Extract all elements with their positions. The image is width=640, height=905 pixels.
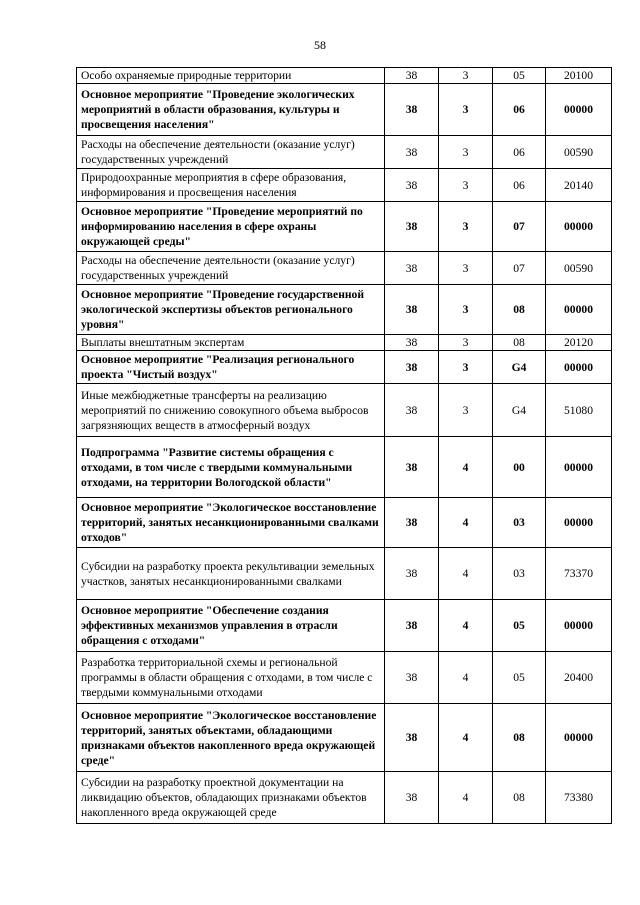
cell-code-2: 4 <box>439 498 493 548</box>
cell-name: Основное мероприятие "Проведение экологических мероприятий в области образования, культуры и просвещения населения" <box>77 84 385 136</box>
cell-code-3: 06 <box>493 84 546 136</box>
cell-code-4: 00000 <box>546 498 612 548</box>
table-row <box>77 202 612 252</box>
page-number: 58 <box>314 38 326 52</box>
cell-code-2: 4 <box>439 772 493 824</box>
cell-code-3: G4 <box>493 384 546 437</box>
cell-code-2: 3 <box>439 202 493 252</box>
cell-code-4: 20100 <box>546 68 612 84</box>
cell-name: Расходы на обеспечение деятельности (оказание услуг) государственных учреждений <box>77 252 385 285</box>
table-row <box>77 285 612 335</box>
cell-code-2: 4 <box>439 437 493 498</box>
cell-name: Расходы на обеспечение деятельности (оказание услуг) государственных учреждений <box>77 136 385 169</box>
cell-name: Подпрограмма "Развитие системы обращения с отходами, в том числе с твердыми коммунальными отходами, на территории Вологодской области" <box>77 437 385 498</box>
cell-code-3: 03 <box>493 548 546 600</box>
table-row <box>77 335 612 351</box>
cell-code-4: 00000 <box>546 437 612 498</box>
cell-code-2: 3 <box>439 351 493 384</box>
table-row <box>77 600 612 652</box>
table-row <box>77 652 612 704</box>
cell-name: Выплаты внештатным экспертам <box>77 335 385 351</box>
cell-code-3: G4 <box>493 351 546 384</box>
cell-name: Основное мероприятие "Реализация регионального проекта "Чистый воздух" <box>77 351 385 384</box>
cell-code-1: 38 <box>385 548 439 600</box>
cell-code-2: 4 <box>439 704 493 772</box>
cell-code-3: 06 <box>493 169 546 202</box>
cell-code-1: 38 <box>385 437 439 498</box>
budget-table-body <box>77 68 612 824</box>
cell-code-3: 05 <box>493 652 546 704</box>
cell-name: Иные межбюджетные трансферты на реализацию мероприятий по снижению совокупного объема выбросов загрязняющих веществ в атмосферный воздух <box>77 384 385 437</box>
cell-code-1: 38 <box>385 136 439 169</box>
cell-name: Основное мероприятие "Экологическое восстановление территорий, занятых несанкционированными свалками отходов" <box>77 498 385 548</box>
cell-code-4: 00000 <box>546 704 612 772</box>
table-row <box>77 351 612 384</box>
cell-code-3: 05 <box>493 600 546 652</box>
table-row <box>77 84 612 136</box>
cell-code-2: 4 <box>439 548 493 600</box>
cell-code-4: 00590 <box>546 252 612 285</box>
cell-code-3: 07 <box>493 202 546 252</box>
cell-code-3: 08 <box>493 772 546 824</box>
table-row <box>77 252 612 285</box>
cell-code-1: 38 <box>385 335 439 351</box>
cell-code-1: 38 <box>385 498 439 548</box>
cell-code-4: 73380 <box>546 772 612 824</box>
cell-code-1: 38 <box>385 84 439 136</box>
cell-code-2: 3 <box>439 335 493 351</box>
cell-name: Основное мероприятие "Обеспечение создания эффективных механизмов управления в отрасли обращения с отходами" <box>77 600 385 652</box>
table-row <box>77 68 612 84</box>
cell-name: Субсидии на разработку проектной документации на ликвидацию объектов, обладающих признаками объектов накопленного вреда окружающей среде <box>77 772 385 824</box>
cell-code-2: 4 <box>439 600 493 652</box>
cell-name: Природоохранные мероприятия в сфере образования, информирования и просвещения населения <box>77 169 385 202</box>
cell-name: Основное мероприятие "Проведение государственной экологической экспертизы объектов регионального уровня" <box>77 285 385 335</box>
table-row <box>77 136 612 169</box>
cell-code-3: 08 <box>493 704 546 772</box>
table-row <box>77 384 612 437</box>
cell-code-2: 3 <box>439 384 493 437</box>
cell-code-2: 4 <box>439 652 493 704</box>
cell-code-1: 38 <box>385 169 439 202</box>
cell-code-3: 07 <box>493 252 546 285</box>
cell-code-2: 3 <box>439 68 493 84</box>
cell-code-3: 08 <box>493 285 546 335</box>
cell-code-1: 38 <box>385 384 439 437</box>
cell-code-4: 00000 <box>546 600 612 652</box>
cell-code-4: 00000 <box>546 351 612 384</box>
table-row <box>77 169 612 202</box>
cell-code-1: 38 <box>385 68 439 84</box>
cell-code-1: 38 <box>385 600 439 652</box>
table-row <box>77 772 612 824</box>
table-row <box>77 498 612 548</box>
cell-code-2: 3 <box>439 285 493 335</box>
cell-code-3: 00 <box>493 437 546 498</box>
cell-name: Субсидии на разработку проекта рекультивации земельных участков, занятых несанкционированными свалками <box>77 548 385 600</box>
table-row <box>77 548 612 600</box>
cell-code-1: 38 <box>385 652 439 704</box>
cell-name: Основное мероприятие "Проведение мероприятий по информированию населения в сфере охраны окружающей среды" <box>77 202 385 252</box>
cell-code-1: 38 <box>385 351 439 384</box>
cell-code-2: 3 <box>439 169 493 202</box>
cell-name: Разработка территориальной схемы и региональной программы в области обращения с отходами, в том числе с твердыми коммунальными отходами <box>77 652 385 704</box>
table-row <box>77 704 612 772</box>
cell-code-1: 38 <box>385 772 439 824</box>
cell-code-1: 38 <box>385 252 439 285</box>
cell-code-2: 3 <box>439 84 493 136</box>
budget-table <box>76 67 612 824</box>
cell-code-4: 20400 <box>546 652 612 704</box>
cell-code-3: 05 <box>493 68 546 84</box>
cell-code-3: 06 <box>493 136 546 169</box>
cell-name: Особо охраняемые природные территории <box>77 68 385 84</box>
table-row <box>77 437 612 498</box>
cell-code-1: 38 <box>385 285 439 335</box>
cell-code-4: 20120 <box>546 335 612 351</box>
cell-code-4: 00590 <box>546 136 612 169</box>
cell-code-4: 00000 <box>546 285 612 335</box>
cell-code-2: 3 <box>439 136 493 169</box>
cell-code-2: 3 <box>439 252 493 285</box>
cell-code-4: 51080 <box>546 384 612 437</box>
cell-code-4: 00000 <box>546 84 612 136</box>
cell-code-1: 38 <box>385 704 439 772</box>
cell-code-1: 38 <box>385 202 439 252</box>
cell-code-3: 08 <box>493 335 546 351</box>
cell-code-4: 00000 <box>546 202 612 252</box>
cell-code-4: 73370 <box>546 548 612 600</box>
cell-code-4: 20140 <box>546 169 612 202</box>
cell-code-3: 03 <box>493 498 546 548</box>
cell-name: Основное мероприятие "Экологическое восстановление территорий, занятых объектами, обладающими признаками объектов накопленного вреда окружающей среде" <box>77 704 385 772</box>
